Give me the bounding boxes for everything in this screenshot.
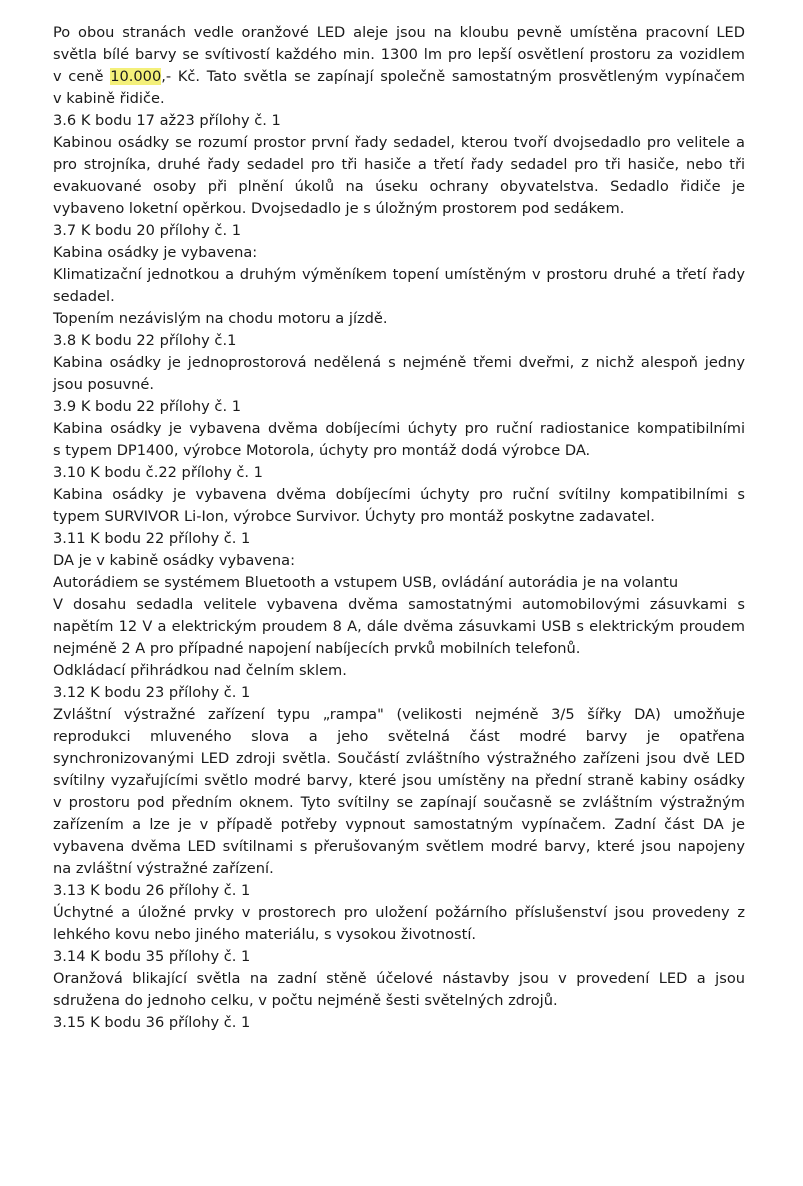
text-line: Úchytné a úložné prvky v prostorech pro uložení požárního příslušenství jsou provedeny z bbox=[53, 904, 745, 921]
text-line: na zvláštní výstražné zařízení. bbox=[53, 860, 274, 877]
paragraph bbox=[53, 550, 745, 572]
text-line: DA je v kabině osádky vybavena: bbox=[53, 552, 296, 569]
paragraph bbox=[53, 660, 745, 682]
text-line: zařízením a lze je v případě potřeby vypnout samostatným vypínačem. Zadní část DA je bbox=[53, 816, 745, 833]
text-line: sedadel. bbox=[53, 288, 115, 305]
section-heading: 3.8 K bodu 22 přílohy č.1 bbox=[53, 332, 237, 349]
paragraph bbox=[53, 902, 745, 946]
text-line: v kabině řidiče. bbox=[53, 90, 165, 107]
paragraph bbox=[53, 572, 745, 594]
text-line: světla bílé barvy se svítivostí každého min. 1300 lm pro lepší osvětlení prostoru za vozidlem bbox=[53, 46, 745, 63]
text-line: Kabinou osádky se rozumí prostor první řady sedadel, kterou tvoří dvojsedadlo pro velitele a bbox=[53, 134, 745, 151]
paragraph bbox=[53, 264, 745, 308]
text-fragment: v ceně bbox=[53, 68, 111, 85]
section-heading: 3.15 K bodu 36 přílohy č. 1 bbox=[53, 1014, 251, 1031]
paragraph bbox=[53, 132, 745, 220]
text-line: jsou posuvné. bbox=[53, 376, 155, 393]
paragraph bbox=[53, 968, 745, 1012]
text-line: evakuované osoby při plnění úkolů na úseku ochrany obyvatelstva. Sedadlo řidiče je bbox=[53, 178, 745, 195]
paragraph bbox=[53, 352, 745, 396]
text-line: s typem DP1400, výrobce Motorola, úchyty pro montáž dodá výrobce DA. bbox=[53, 442, 591, 459]
text-line: Topením nezávislým na chodu motoru a jízdě. bbox=[53, 310, 388, 327]
paragraph bbox=[53, 22, 745, 110]
text-line: vybaveno loketní opěrkou. Dvojsedadlo je s úložným prostorem pod sedákem. bbox=[53, 200, 625, 217]
section-heading: 3.13 K bodu 26 přílohy č. 1 bbox=[53, 882, 251, 899]
text-line: Oranžová blikající světla na zadní stěně účelové nástavby jsou v provedení LED a jsou bbox=[53, 970, 745, 987]
text-line: Odkládací přihrádkou nad čelním sklem. bbox=[53, 662, 347, 679]
text-line: nejméně 2 A pro případné napojení nabíjecích prvků mobilních telefonů. bbox=[53, 640, 581, 657]
text-line bbox=[53, 66, 745, 88]
text-line: Klimatizační jednotkou a druhým výměníkem topení umístěným v prostoru druhé a třetí řady bbox=[53, 266, 745, 283]
text-line: Zvláštní výstražné zařízení typu „rampa" (velikosti nejméně 3/5 šířky DA) umožňuje bbox=[53, 706, 745, 723]
text-line: reprodukci mluveného slova a jeho světelná část modré barvy je opatřena bbox=[53, 728, 745, 745]
text-line: typem SURVIVOR Li-Ion, výrobce Survivor. Úchyty pro montáž poskytne zadavatel. bbox=[53, 508, 655, 525]
text-line: napětím 12 V a elektrickým proudem 8 A, dále dvěma zásuvkami USB s elektrickým proudem bbox=[53, 618, 745, 635]
text-line: Kabina osádky je vybavena: bbox=[53, 244, 258, 261]
section-heading: 3.7 K bodu 20 přílohy č. 1 bbox=[53, 222, 242, 239]
paragraph bbox=[53, 704, 745, 880]
text-line: pro strojníka, druhé řady sedadel pro tři hasiče a třetí řady sedadel pro tři hasiče, nebo tři bbox=[53, 156, 745, 173]
section-heading: 3.10 K bodu č.22 přílohy č. 1 bbox=[53, 464, 263, 481]
text-line: V dosahu sedadla velitele vybavena dvěma samostatnými automobilovými zásuvkami s bbox=[53, 596, 745, 613]
paragraph bbox=[53, 242, 745, 264]
text-line: Po obou stranách vedle oranžové LED aleje jsou na kloubu pevně umístěna pracovní LED bbox=[53, 24, 745, 41]
paragraph bbox=[53, 308, 745, 330]
text-line: sdružena do jednoho celku, v počtu nejméně šesti světelných zdrojů. bbox=[53, 992, 558, 1009]
section-heading: 3.6 K bodu 17 až23 přílohy č. 1 bbox=[53, 112, 281, 129]
text-line: synchronizovanými LED zdroji světla. Součástí zvláštního výstražného zařízeni jsou dvě LED bbox=[53, 750, 745, 767]
text-line: Kabina osádky je vybavena dvěma dobíjecími úchyty pro ruční svítilny kompatibilními s bbox=[53, 486, 745, 503]
paragraph bbox=[53, 418, 745, 462]
section-heading: 3.14 K bodu 35 přílohy č. 1 bbox=[53, 948, 251, 965]
section-heading: 3.11 K bodu 22 přílohy č. 1 bbox=[53, 530, 251, 547]
text-line: Kabina osádky je vybavena dvěma dobíjecími úchyty pro ruční radiostanice kompatibilními bbox=[53, 420, 745, 437]
text-line: vybavena dvěma LED svítilnami s přerušovaným světlem modré barvy, které jsou napojeny bbox=[53, 838, 745, 855]
text-line: svítilny vyzařujícími světlo modré barvy, které jsou umístěny na přední straně kabiny osádky bbox=[53, 772, 745, 789]
paragraph bbox=[53, 484, 745, 528]
text-line: Autorádiem se systémem Bluetooth a vstupem USB, ovládání autorádia je na volantu bbox=[53, 574, 679, 591]
text-fragment: ,- Kč. Tato světla se zapínají společně samostatným prosvětleným vypínačem bbox=[161, 68, 745, 85]
text-line: v prostoru pod předním oknem. Tyto svítilny se zapínají současně se zvláštním výstražným bbox=[53, 794, 745, 811]
paragraph bbox=[53, 594, 745, 660]
text-line: lehkého kovu nebo jiného materiálu, s vysokou životností. bbox=[53, 926, 477, 943]
highlighted-price: 10.000 bbox=[110, 68, 162, 85]
section-heading: 3.9 K bodu 22 přílohy č. 1 bbox=[53, 398, 242, 415]
section-heading: 3.12 K bodu 23 přílohy č. 1 bbox=[53, 684, 251, 701]
text-line: Kabina osádky je jednoprostorová nedělená s nejméně třemi dveřmi, z nichž alespoň jedny bbox=[53, 354, 745, 371]
